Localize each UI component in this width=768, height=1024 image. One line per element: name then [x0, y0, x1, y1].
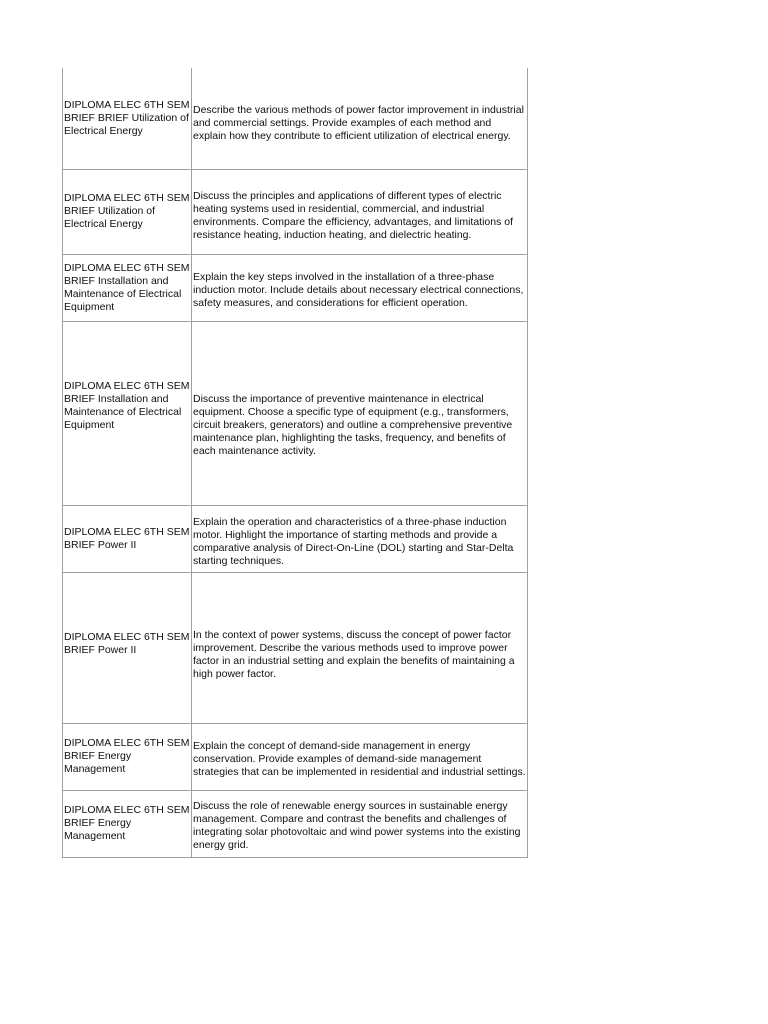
- question-text: Discuss the role of renewable energy sources in sustainable energy management. Compare and contrast the benefits and challenges of integrating solar photovoltaic and wind power systems into the existing energy grid.: [193, 800, 521, 851]
- question-cell: [192, 68, 528, 169]
- table-row: [63, 505, 528, 572]
- question-cell: [192, 723, 528, 790]
- question-text: Explain the operation and characteristics of a three-phase induction motor. Highlight the importance of starting methods and provide a comparative analysis of Direct-On-Line (DOL) starting and Star-Delta starting techniques.: [193, 515, 514, 567]
- subject-cell: DIPLOMA ELEC 6TH SEM BRIEF Energy Management: [63, 790, 192, 857]
- question-cell: [192, 254, 528, 321]
- question-cell: [192, 572, 528, 723]
- table-row: [63, 723, 528, 790]
- question-text: Discuss the importance of preventive maintenance in electrical equipment. Choose a specific type of equipment (e.g., transformers, circuit breakers, generators) and outline a comprehensive preventive maintenance plan, highlighting the tasks, frequency, and benefits of each maintenance activity.: [193, 393, 513, 457]
- table-row: [63, 321, 528, 505]
- question-table: [62, 68, 528, 858]
- subject-cell: DIPLOMA ELEC 6TH SEM BRIEF Utilization of Electrical Energy: [63, 169, 192, 254]
- table-row: [63, 572, 528, 723]
- question-cell: [192, 790, 528, 857]
- question-cell: [192, 169, 528, 254]
- subject-cell: DIPLOMA ELEC 6TH SEM BRIEF Power II: [63, 572, 192, 723]
- question-text: Explain the concept of demand-side management in energy conservation. Provide examples of demand-side management strategies that can be implemented in residential and industrial settings.: [193, 739, 526, 778]
- question-text: In the context of power systems, discuss the concept of power factor improvement. Describe the various methods used to improve power factor in an industrial setting and explain the benefits of maintaining a high power factor.: [193, 628, 515, 680]
- question-text: Describe the various methods of power factor improvement in industrial and commercial settings. Provide examples of each method and explain how they contribute to efficient utilization of electrical energy.: [193, 104, 524, 143]
- subject-cell: DIPLOMA ELEC 6TH SEM BRIEF Installation and Maintenance of Electrical Equipment: [63, 321, 192, 505]
- question-cell: [192, 505, 528, 572]
- table-row: [63, 68, 528, 169]
- subject-cell: DIPLOMA ELEC 6TH SEM BRIEF Power II: [63, 505, 192, 572]
- question-cell: [192, 321, 528, 505]
- subject-cell: DIPLOMA ELEC 6TH SEM BRIEF Energy Management: [63, 723, 192, 790]
- question-sheet: [62, 68, 527, 858]
- question-text: Discuss the principles and applications of different types of electric heating systems used in residential, commercial, and industrial environments. Compare the efficiency, advantages, and limitations of resistance heating, induction heating, and dielectric heating.: [193, 190, 514, 241]
- table-row: [63, 790, 528, 857]
- subject-cell: DIPLOMA ELEC 6TH SEM BRIEF BRIEF Utilization of Electrical Energy: [63, 68, 192, 169]
- subject-cell: DIPLOMA ELEC 6TH SEM BRIEF Installation and Maintenance of Electrical Equipment: [63, 254, 192, 321]
- table-row: [63, 254, 528, 321]
- table-row: [63, 169, 528, 254]
- question-text: Explain the key steps involved in the installation of a three-phase induction motor. Include details about necessary electrical connections, safety measures, and considerations for efficient operation.: [193, 271, 524, 309]
